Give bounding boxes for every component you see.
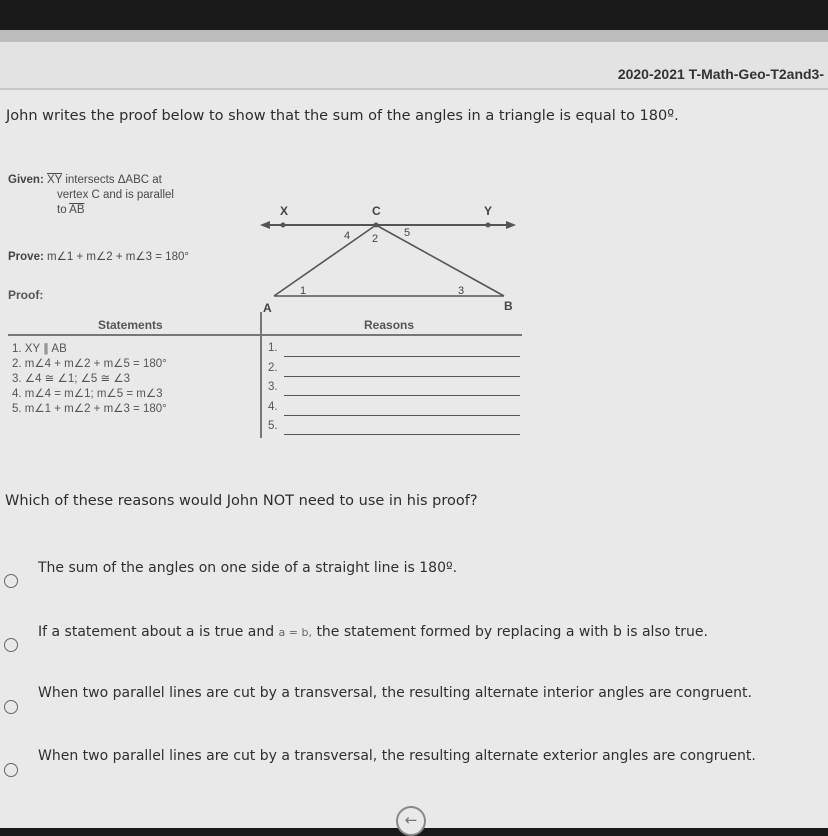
option-text: When two parallel lines are cut by a transversal, the resulting alternate interior angles are congruent. <box>38 685 752 701</box>
arrow-right-icon <box>506 221 516 229</box>
reasons-list <box>268 342 520 440</box>
point-y <box>486 223 491 228</box>
reason-number: 3. <box>268 381 278 393</box>
option-equation: a = b, <box>278 626 312 639</box>
statement-5: 5. m∠1 + m∠2 + m∠3 = 180° <box>12 403 167 415</box>
reason-number: 1. <box>268 342 278 354</box>
statement-3: 3. ∠4 ≅ ∠1; ∠5 ≅ ∠3 <box>12 373 131 385</box>
reason-row <box>268 342 520 357</box>
given-text-3-wrap <box>8 203 248 218</box>
table-divider-vertical <box>260 312 262 438</box>
option-text-part-1: If a statement about a is true and <box>38 624 275 640</box>
proof-table <box>8 312 523 438</box>
option-text <box>38 624 708 640</box>
radio-button[interactable] <box>4 700 18 714</box>
label-b: B <box>504 299 513 313</box>
reasons-header: Reasons <box>364 318 415 332</box>
option-text-part-2: the statement formed by replacing a with b is also true. <box>316 624 708 640</box>
prove-text: m∠1 + m∠2 + m∠3 = 180° <box>47 251 189 263</box>
angle-label-4: 4 <box>344 230 351 242</box>
point-x <box>281 223 286 228</box>
answer-option-4[interactable] <box>0 748 828 788</box>
prove-label: Prove: <box>8 251 44 263</box>
question-intro: John writes the proof below to show that the sum of the angles in a triangle is equal to 180º. <box>6 108 679 124</box>
course-title: 2020-2021 T-Math-Geo-T2and3- <box>617 66 824 82</box>
reason-row <box>268 420 520 435</box>
radio-button[interactable] <box>4 574 18 588</box>
triangle-diagram <box>258 170 518 315</box>
side-cb <box>376 225 504 296</box>
reason-blank <box>284 356 520 357</box>
side-ca <box>274 225 379 296</box>
statements-header: Statements <box>98 318 163 332</box>
label-a: A <box>263 301 272 315</box>
label-c: C <box>372 204 381 218</box>
reason-row <box>268 381 520 396</box>
radio-button[interactable] <box>4 638 18 652</box>
angle-label-3: 3 <box>458 285 465 297</box>
browser-top-bar <box>0 30 828 42</box>
reason-row <box>268 362 520 377</box>
label-y: Y <box>484 204 493 218</box>
arrow-left-icon <box>260 221 270 229</box>
given-statement <box>8 173 248 218</box>
statements-list <box>12 342 167 417</box>
back-arrow-icon[interactable]: ← <box>396 806 426 836</box>
reason-blank <box>284 434 520 435</box>
reason-row <box>268 401 520 416</box>
course-header <box>0 42 828 90</box>
label-x: X <box>280 204 289 218</box>
point-c <box>374 223 379 228</box>
option-text: When two parallel lines are cut by a transversal, the resulting alternate exterior angles are congruent. <box>38 748 756 764</box>
reason-blank <box>284 376 520 377</box>
prove-statement <box>8 249 189 263</box>
reason-number: 4. <box>268 400 278 413</box>
reason-blank <box>284 395 520 396</box>
reason-blank <box>284 415 520 416</box>
radio-button[interactable] <box>4 763 18 777</box>
reason-number: 2. <box>268 361 278 374</box>
given-segment-ab: $\overline{AB}$ <box>69 204 85 216</box>
angle-label-1: 1 <box>300 285 307 297</box>
given-label: Given: <box>8 174 44 186</box>
given-segment-xy: $\overline{XY}$ <box>47 174 63 186</box>
table-divider-horizontal <box>8 334 522 336</box>
screen <box>0 30 828 828</box>
given-text-2: vertex C and is parallel <box>57 189 174 201</box>
given-text-3: to <box>57 204 67 216</box>
given-text-1: intersects ΔABC at <box>65 174 162 186</box>
answer-option-3[interactable] <box>0 685 828 725</box>
answer-option-1[interactable] <box>0 560 828 600</box>
reason-number: 5. <box>268 420 278 432</box>
question-prompt: Which of these reasons would John NOT need to use in his proof? <box>5 493 478 509</box>
proof-label: Proof: <box>8 288 44 302</box>
angle-label-2: 2 <box>372 233 379 245</box>
angle-label-5: 5 <box>404 227 411 239</box>
statement-2: 2. m∠4 + m∠2 + m∠5 = 180° <box>12 358 167 370</box>
answer-option-2[interactable] <box>0 624 828 664</box>
statement-1: 1. XY ∥ AB <box>12 343 67 355</box>
statement-4: 4. m∠4 = m∠1; m∠5 = m∠3 <box>12 388 163 400</box>
option-text: The sum of the angles on one side of a straight line is 180º. <box>38 560 458 576</box>
